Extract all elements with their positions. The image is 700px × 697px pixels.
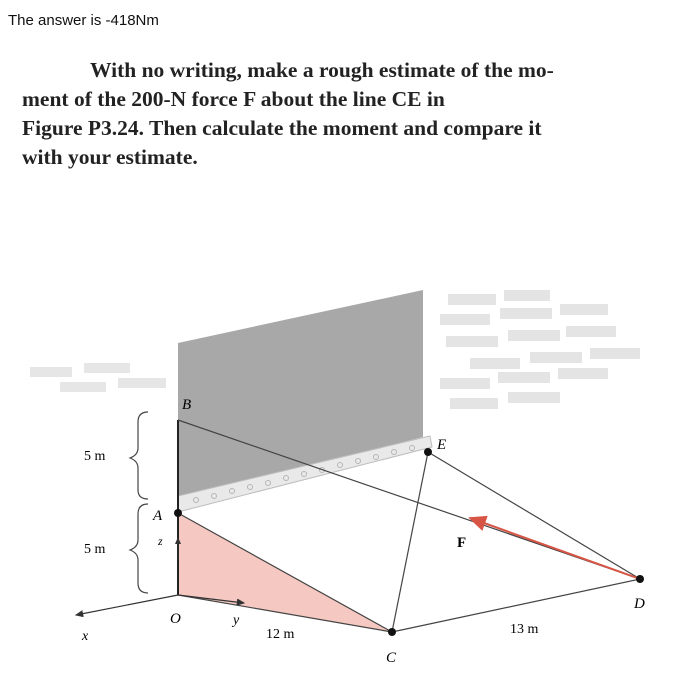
point-e: [424, 448, 432, 456]
point-d: [636, 575, 644, 583]
label-f: F: [457, 535, 467, 551]
label-a: A: [153, 508, 163, 524]
brace-lower: [130, 504, 148, 593]
label-x: x: [82, 629, 89, 644]
label-o: O: [170, 611, 181, 627]
label-c: C: [386, 650, 397, 666]
problem-line-4: with your estimate.: [22, 145, 198, 169]
answer-note: The answer is -418Nm: [8, 12, 159, 29]
line-ed: [428, 452, 640, 579]
brick-pattern-right: [440, 290, 640, 409]
axis-x: [76, 595, 178, 615]
problem-line-1: With no writing, make a rough estimate of the mo-: [90, 58, 554, 82]
label-d: D: [634, 596, 645, 612]
label-e: E: [437, 437, 447, 453]
point-a: [174, 509, 182, 517]
force-arrow: [470, 518, 640, 579]
point-c: [388, 628, 396, 636]
dim-cd-13m: 13 m: [510, 622, 539, 637]
label-b: B: [182, 397, 192, 413]
dim-upper-5m: 5 m: [84, 449, 106, 464]
problem-line-3: Figure P3.24. Then calculate the moment and compare it: [22, 116, 542, 140]
problem-statement: [22, 56, 634, 172]
brick-pattern-left: [30, 363, 166, 392]
dim-oc-12m: 12 m: [266, 627, 295, 642]
line-ce: [392, 452, 428, 632]
figure-p3-24: [0, 230, 700, 697]
brace-upper: [130, 412, 148, 499]
label-z: z: [158, 534, 163, 548]
label-y: y: [233, 613, 240, 628]
dim-lower-5m: 5 m: [84, 542, 106, 557]
problem-line-2: ment of the 200-N force F about the line CE in: [22, 87, 445, 111]
